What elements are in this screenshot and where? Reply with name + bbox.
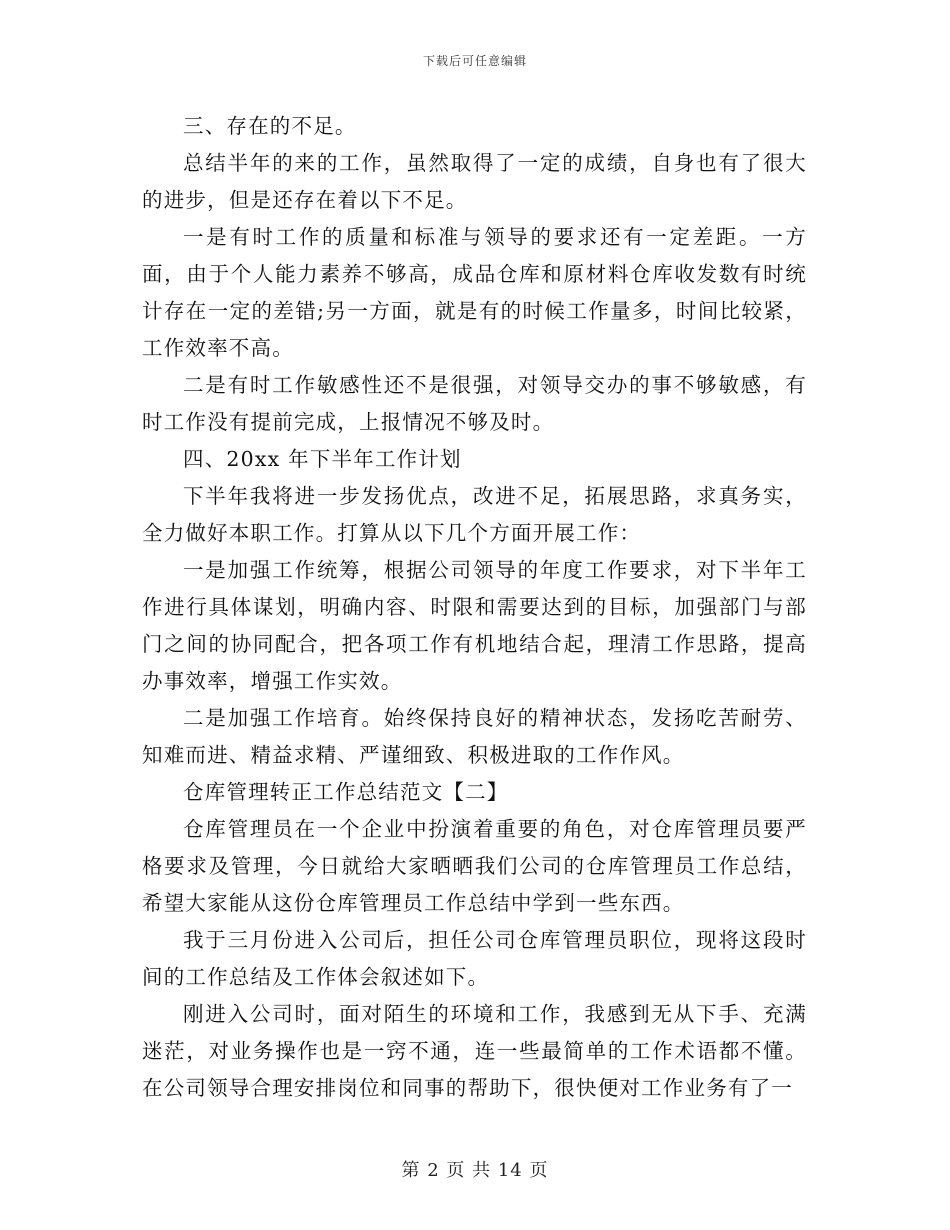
body-paragraph: 一是加强工作统筹，根据公司领导的年度工作要求，对下半年工作进行具体谋划，明确内容、时限和需要达到的目标，加强部门与部门之间的协同配合，把各项工作有机地结合起，理清工作思路，提高办事效率，增强工作实效。 bbox=[142, 558, 807, 693]
body-paragraph: 下半年我将进一步发扬优点，改进不足，拓展思路，求真务实，全力做好本职工作。打算从以下几个方面开展工作： bbox=[142, 484, 807, 545]
page-header-note: 下载后可任意编辑 bbox=[422, 54, 527, 68]
page-number-footer: 第 2 页 共 14 页 bbox=[401, 1160, 549, 1181]
body-paragraph: 刚进入公司时，面对陌生的环境和工作，我感到无从下手、充满迷茫，对业务操作也是一窍不通，连一些最简单的工作术语都不懂。在公司领导合理安排岗位和同事的帮助下，很快便对工作业务有了一 bbox=[142, 1002, 807, 1100]
body-paragraph: 二是有时工作敏感性还不是很强，对领导交办的事不够敏感，有时工作没有提前完成，上报情况不够及时。 bbox=[142, 373, 807, 434]
body-paragraph: 我于三月份进入公司后，担任公司仓库管理员职位，现将这段时间的工作总结及工作体会叙述如下。 bbox=[142, 928, 807, 989]
document-body bbox=[142, 108, 807, 1107]
body-paragraph: 二是加强工作培育。始终保持良好的精神状态，发扬吃苦耐劳、知难而进、精益求精、严谨细致、积极进取的工作作风。 bbox=[142, 706, 807, 767]
article-title: 仓库管理转正工作总结范文【二】 bbox=[183, 780, 509, 804]
section-heading-shortcomings: 三、存在的不足。 bbox=[183, 114, 357, 138]
body-paragraph: 一是有时工作的质量和标准与领导的要求还有一定差距。一方面，由于个人能力素养不够高，成品仓库和原材料仓库收发数有时统计存在一定的差错;另一方面，就是有的时候工作量多，时间比较紧，工作效率不高。 bbox=[142, 225, 807, 360]
body-paragraph: 总结半年的来的工作，虽然取得了一定的成绩，自身也有了很大的进步，但是还存在着以下不足。 bbox=[142, 151, 807, 212]
section-heading-plan: 四、20xx 年下半年工作计划 bbox=[183, 447, 462, 471]
body-paragraph: 仓库管理员在一个企业中扮演着重要的角色，对仓库管理员要严格要求及管理，今日就给大家晒晒我们公司的仓库管理员工作总结，希望大家能从这份仓库管理员工作总结中学到一些东西。 bbox=[142, 817, 807, 915]
